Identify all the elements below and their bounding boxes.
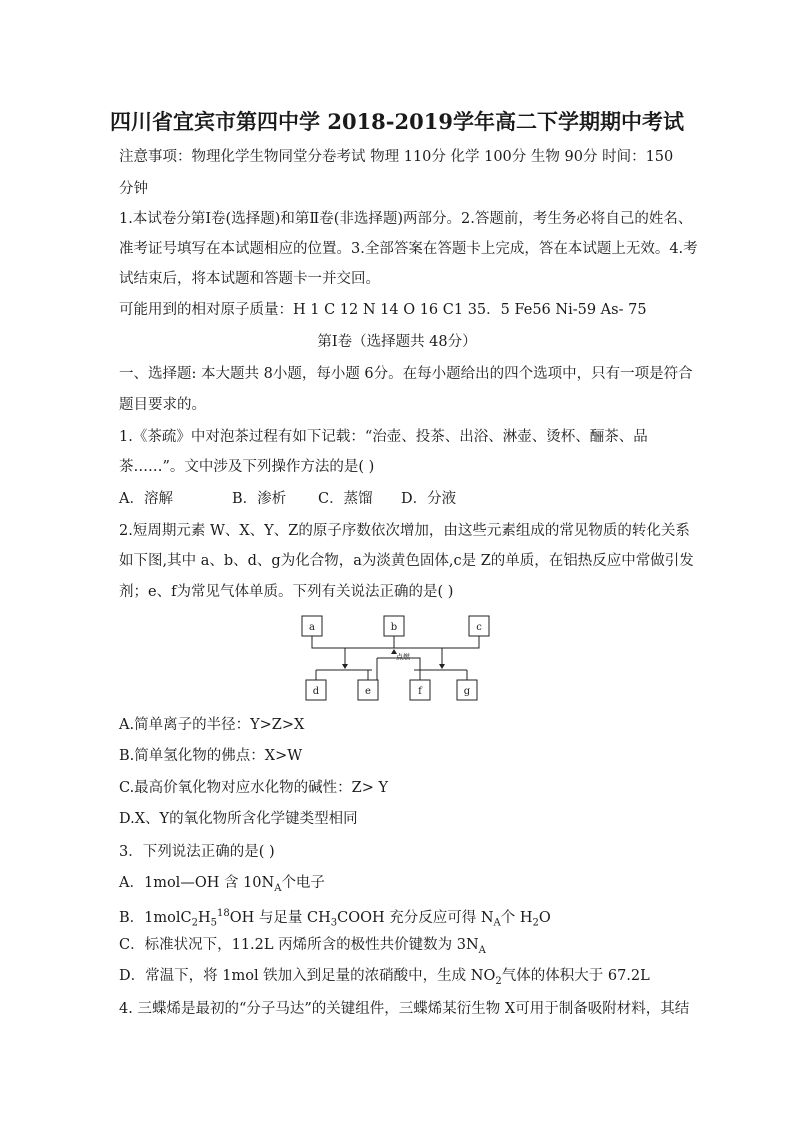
arrowhead-left	[342, 664, 348, 669]
notice-line-5: 试结束后，将本试题和答题卡一并交回。	[119, 271, 380, 287]
diagram-label-ignite: 点燃	[396, 653, 410, 661]
q1-option-d: D．分液	[401, 491, 457, 507]
diagram-label-c: c	[476, 622, 482, 633]
notice-line-2: 分钟	[119, 181, 148, 197]
atomic-mass-line: 可能用到的相对原子质量：H 1 C 12 N 14 O 16 C1 35．5 Fe56 Ni-59 As- 75	[119, 302, 647, 318]
q4-stem-line-1: 4. 三蝶烯是最初的“分子马达”的关键组件，三蝶烯某衍生物 X可用于制备吸附材料，其结	[119, 1001, 690, 1017]
notice-line-1: 注意事项：物理化学生物同堂分卷考试 物理 110分 化学 100分 生物 90分 时间：150	[119, 149, 674, 165]
diagram-label-b: b	[390, 622, 398, 633]
q2-stem-line-2: 如下图,其中 a、b、d、g为化合物，a为淡黄色固体,c是 Z的单质，在铝热反应中常做引发	[119, 553, 694, 569]
q2-stem-line-3: 剂；e、f为常见气体单质。下列有关说法正确的是( )	[119, 584, 454, 600]
q3-option-a: A．1mol—OH 含 $10N_A$个电子	[119, 875, 325, 894]
q1-stem-line-1: 1.《茶疏》中对泡茶过程有如下记载：“治壶、投茶、出浴、淋壶、烫杯、酾茶、品	[119, 429, 648, 445]
q2-option-c: C.最高价氧化物对应水化物的碱性：Z> Y	[119, 780, 389, 796]
diagram-split-right	[414, 670, 467, 680]
instructions-line-2: 题目要求的。	[119, 397, 206, 413]
diagram-label-d: d	[312, 686, 320, 697]
arrowhead-right	[439, 664, 445, 669]
diagram-arrow-ef	[377, 658, 420, 680]
q2-stem-line-1: 2.短周期元素 W、X、Y、Z的原子序数依次增加，由这些元素组成的常见物质的转化关系	[119, 523, 690, 539]
q1-option-b: B．渗析	[232, 491, 287, 507]
notice-line-3: 1.本试卷分第Ⅰ卷(选择题)和第Ⅱ卷(非选择题)两部分。2.答题前，考生务必将自己的姓名、	[119, 211, 693, 227]
q1-options	[119, 490, 456, 508]
q2-option-b: B.简单氢化物的佛点：X>W	[119, 748, 303, 764]
q3-stem: 3．下列说法正确的是( )	[119, 844, 275, 860]
q3-option-d: D．常温下，将 1mol 铁加入到足量的浓硝酸中，生成 $NO_2$气体的体积大于 67.2L	[119, 968, 650, 987]
page-title: 四川省宜宾市第四中学 2018-2019学年高二下学期期中考试	[110, 109, 684, 134]
diagram-label-a: a	[309, 622, 315, 633]
q3-option-c: C．标准状况下，11.2L 丙烯所含的极性共价键数为 $3N_A$	[119, 937, 486, 956]
diagram-label-g: g	[463, 686, 471, 697]
q2-option-d: D.X、Y的氧化物所含化学键类型相同	[119, 811, 358, 827]
q3-option-b: B．$1molC_2H_5^{18}OH$ 与足量 $CH_3COOH$ 充分反应可得 $N_A$个 $H_2O$	[119, 908, 551, 929]
q1-stem-line-2: 茶……”。文中涉及下列操作方法的是( )	[119, 459, 375, 475]
notice-line-4: 准考证号填写在本试题相应的位置。3.全部答案在答题卡上完成，答在本试题上无效。4.考	[119, 241, 698, 257]
diagram-connector-b-c	[394, 636, 479, 648]
reaction-diagram	[296, 612, 502, 704]
diagram-label-e: e	[365, 686, 371, 697]
q1-option-a: A．溶解	[119, 491, 173, 507]
diagram-connector-a-b	[312, 636, 394, 648]
section-title: 第Ⅰ卷（选择题共 48分）	[317, 334, 477, 350]
diagram-label-f: f	[418, 686, 422, 697]
q1-option-c: C．蒸馏	[318, 491, 373, 507]
q2-option-a: A.简单离子的半径：Y>Z>X	[119, 717, 305, 733]
instructions-line-1: 一、选择题: 本大题共 8小题，每小题 6分。在每小题给出的四个选项中，只有一项是符合	[119, 366, 693, 382]
diagram-split-left	[316, 670, 372, 680]
